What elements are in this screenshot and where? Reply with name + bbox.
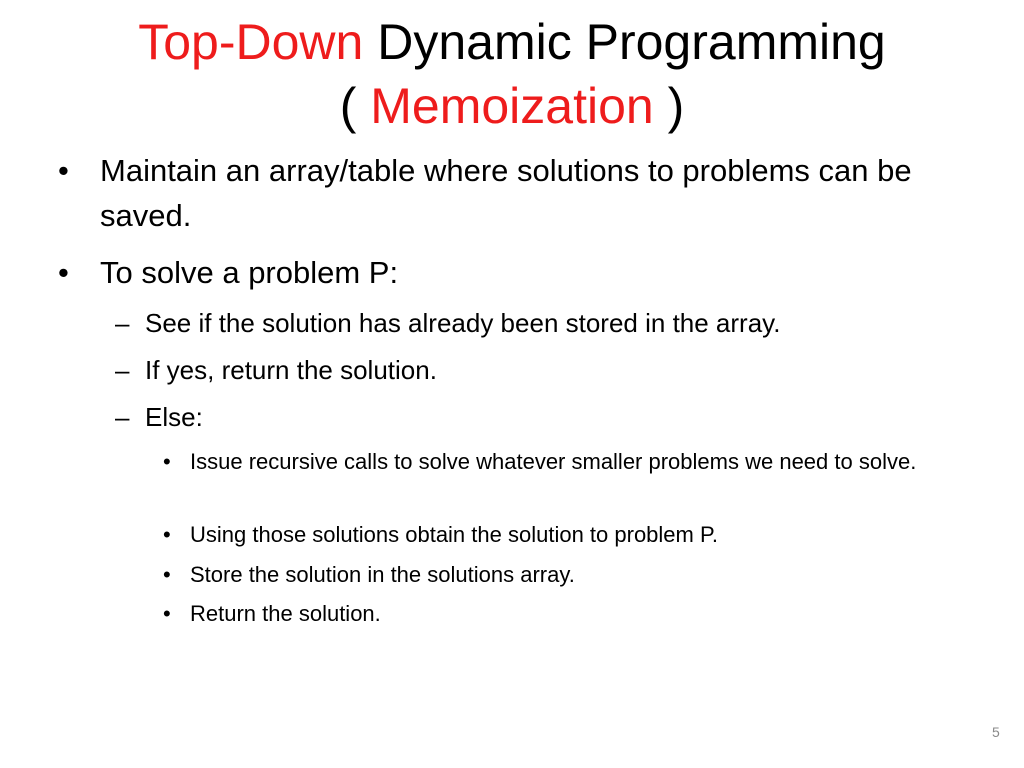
- sub-sub-bullet-item: [163, 446, 960, 478]
- slide-title: [40, 10, 984, 138]
- title-memoization: Memoization: [370, 78, 654, 134]
- bullet-icon: •: [163, 522, 171, 547]
- dash-icon: –: [115, 355, 130, 385]
- page-number: 5: [992, 724, 1000, 740]
- sub-sub-bullet-text: Using those solutions obtain the solution to problem P.: [190, 522, 718, 547]
- title-close-paren: ): [653, 78, 685, 134]
- sub-bullet-text: See if the solution has already been stored in the array.: [145, 308, 781, 338]
- sub-sub-bullet-text: Return the solution.: [190, 601, 381, 626]
- sub-bullet-item: [115, 305, 975, 341]
- sub-sub-bullet-item: [163, 598, 960, 630]
- sub-sub-bullet-text: Store the solution in the solutions array.: [190, 562, 575, 587]
- bullet-item: [58, 250, 970, 295]
- sub-sub-bullet-text: Issue recursive calls to solve whatever smaller problems we need to solve.: [190, 449, 917, 474]
- bullet-text: Maintain an array/table where solutions to problems can be saved.: [100, 153, 912, 233]
- sub-sub-bullet-item: [163, 559, 960, 591]
- bullet-text: To solve a problem P:: [100, 255, 399, 290]
- sub-bullet-item: [115, 352, 975, 388]
- bullet-item: [58, 148, 970, 238]
- sub-bullet-item: [115, 399, 975, 435]
- bullet-icon: •: [163, 601, 171, 626]
- bullet-icon: •: [58, 153, 69, 188]
- bullet-icon: •: [58, 255, 69, 290]
- dash-icon: –: [115, 402, 130, 432]
- title-top-down: Top-Down: [138, 14, 364, 70]
- sub-bullet-text: If yes, return the solution.: [145, 355, 437, 385]
- title-dynamic-programming: Dynamic Programming: [363, 14, 886, 70]
- bullet-icon: •: [163, 449, 171, 474]
- sub-sub-bullet-item: [163, 519, 960, 551]
- bullet-icon: •: [163, 562, 171, 587]
- title-open-paren: (: [339, 78, 371, 134]
- sub-bullet-text: Else:: [145, 402, 203, 432]
- dash-icon: –: [115, 308, 130, 338]
